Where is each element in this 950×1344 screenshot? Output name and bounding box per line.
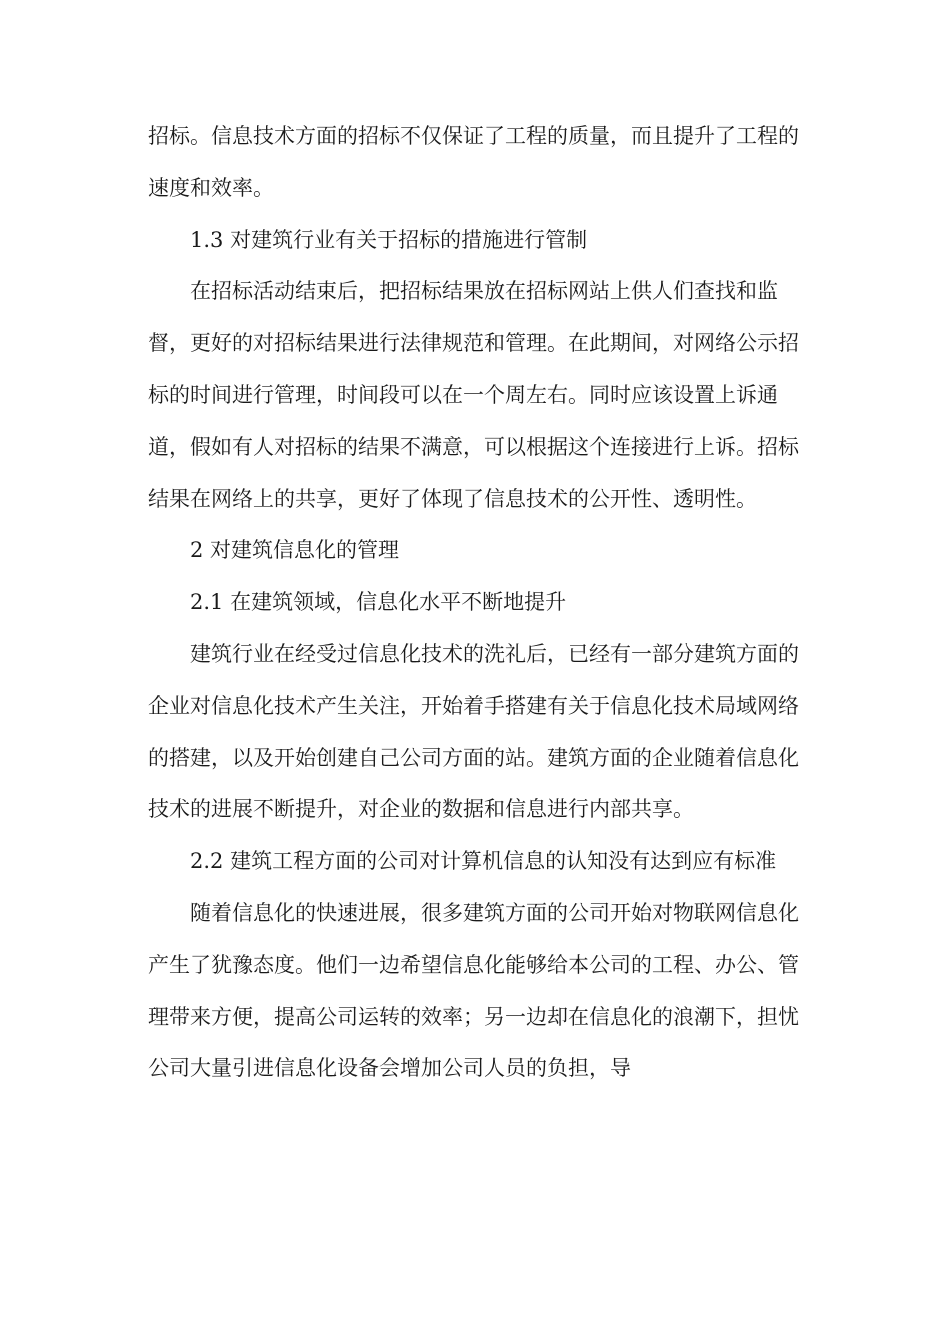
section-heading-1-3: 1.3 对建筑行业有关于招标的措施进行管制 xyxy=(190,227,588,252)
paragraph-informatization-level: 建筑行业在经受过信息化技术的洗礼后，已经有一部分建筑方面的企业对信息化技术产生关注，开始着手搭建有关于信息化技术局域网络的搭建，以及开始创建自己公司方面的站。建筑方面的企业随着信息化技术的进展不断提升，对企业的数据和信息进行内部共享。 xyxy=(148,641,799,822)
section-heading-2-1: 2.1 在建筑领域，信息化水平不断地提升 xyxy=(190,590,567,615)
paragraph-company-attitude: 随着信息化的快速进展，很多建筑方面的公司开始对物联网信息化产生了犹豫态度。他们一边希望信息化能够给本公司的工程、办公、管理带来方便，提高公司运转的效率；另一边却在信息化的浪潮下，担忧公司大量引进信息化设备会增加公司人员的负担，导 xyxy=(148,900,799,1081)
section-heading-2: 2 对建筑信息化的管理 xyxy=(190,538,400,563)
paragraph-continuation: 招标。信息技术方面的招标不仅保证了工程的质量，而且提升了工程的速度和效率。 xyxy=(148,124,799,200)
paragraph-bidding-results: 在招标活动结束后，把招标结果放在招标网站上供人们查找和监督，更好的对招标结果进行法律规范和管理。在此期间，对网络公示招标的时间进行管理，时间段可以在一个周左右。同时应该设置上诉通道，假如有人对招标的结果不满意，可以根据这个连接进行上诉。招标结果在网络上的共享，更好了体现了信息技术的公开性、透明性。 xyxy=(148,279,799,511)
document-body xyxy=(148,111,803,1095)
section-heading-2-2: 2.2 建筑工程方面的公司对计算机信息的认知没有达到应有标准 xyxy=(190,849,777,874)
